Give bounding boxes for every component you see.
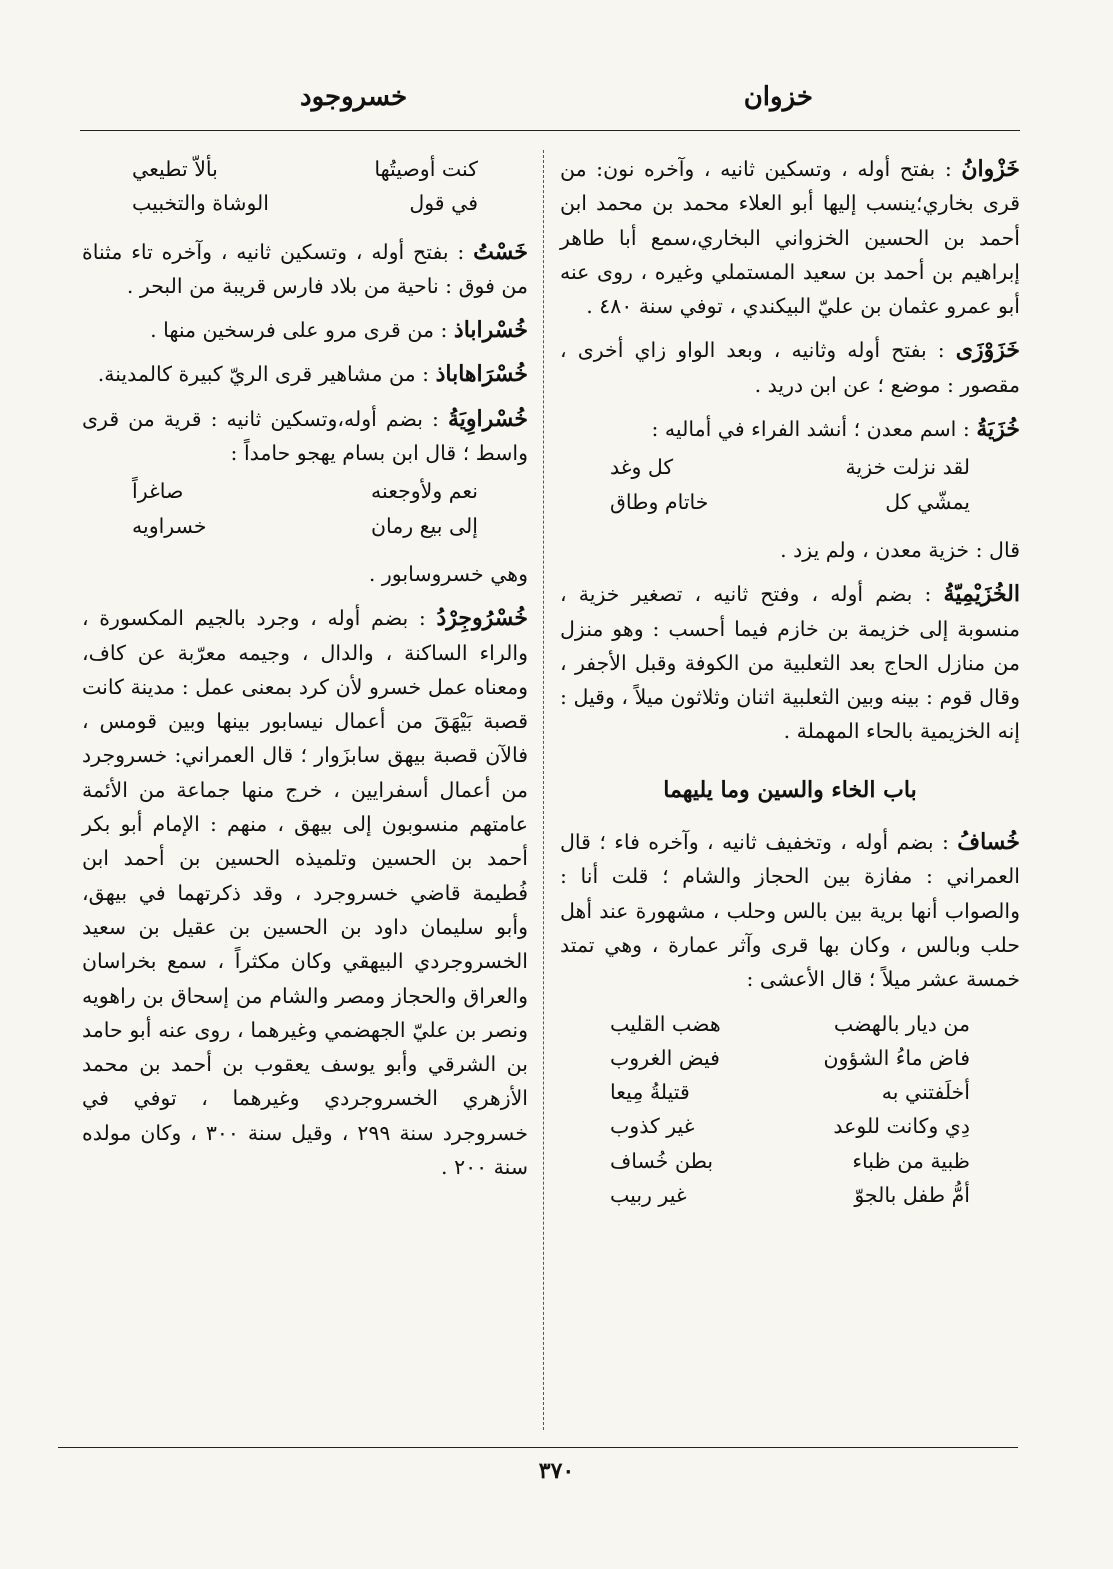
entry <box>560 577 1020 748</box>
headword: خُسافُ <box>957 829 1020 856</box>
headword: خُسْراباذ <box>453 317 528 344</box>
hemistich: فاض ماءُ الشؤون <box>823 1045 970 1070</box>
hemistich: في قول <box>409 191 478 216</box>
column-divider <box>543 150 544 1430</box>
headword: خَزَوْزَى <box>955 337 1020 364</box>
hemistich: بطن خُساف <box>610 1148 714 1173</box>
headword: خَسْتُ <box>473 238 528 265</box>
hemistich: إلى بيع رمان <box>370 513 478 538</box>
hemistich: ظبية من ظباء <box>852 1148 970 1173</box>
verse <box>112 152 498 186</box>
hemistich: نعم ولأوجعنه <box>371 479 478 504</box>
entry <box>82 601 528 1184</box>
hemistich: غير كذوب <box>610 1114 695 1139</box>
verse <box>590 1144 990 1178</box>
entry-continuation: قال : خزية معدن ، ولم يزد . <box>780 537 1020 562</box>
right-column <box>560 152 1020 1226</box>
verse <box>590 1007 990 1041</box>
hemistich: فيض الغروب <box>610 1045 720 1070</box>
headword: خُسْراوِيَةُ <box>447 405 528 432</box>
headword: خُسْرُوجِرْدُ <box>436 605 528 632</box>
verse <box>590 1178 990 1212</box>
verse <box>590 450 990 484</box>
poem <box>82 474 528 543</box>
hemistich: لقد نزلت خزية <box>845 455 970 480</box>
headword: الخُزَيْمِيّةُ <box>943 581 1020 608</box>
hemistich: صاغراً <box>132 479 184 504</box>
headword: خُسْرَاهاباذ <box>435 361 528 388</box>
entry-text: : من قرى مرو على فرسخين منها . <box>150 318 448 343</box>
hemistich: كنت أوصيتُها <box>374 157 478 181</box>
entry-text: : بفتح أوله ، وتسكين ثانيه ، وآخره نون: من قرى بخاري؛ينسب إليها أبو العلاء محمد بن محمد ابن أحمد بن الحسين الخزواني البخاري،سمع أبا طاهر إبراهيم بن أحمد بن سعيد المستملي وغيره ، روى عنه أبو عمرو عثمان بن عليّ البيكندي ، توفي سنة ٤٨٠ . <box>560 157 1020 319</box>
hemistich: الوشاة والتخبيب <box>132 191 269 216</box>
verse <box>112 509 498 543</box>
hemistich: دِي وكانت للوعد <box>833 1114 970 1139</box>
left-column <box>82 152 528 1194</box>
hemistich: بألاّ تطيعي <box>132 157 218 181</box>
hemistich: قتيلةُ مِيعا <box>610 1080 690 1105</box>
top-rule <box>80 130 1020 131</box>
entry-text: : بضم أوله ، وجرد بالجيم المكسورة ، والراء الساكنة ، والدال ، وجيمه معرّبة عن كاف، ومعناه عمل خسرو لأن كرد بمعنى عمل : مدينة كانت قصبة بَيْهَقَ من أعمال نيسابور بينها وبين قومس ، فالآن قصبة بيهق سابزَوار ؛ قال العمراني: خسروجرد من أعمال أسفرايين ، خرج منها جماعة من الأئمة عامتهم منسوبون إلى بيهق ، منهم : الإمام أبو بكر أحمد بن الحسين وتلميذه الحسين بن أحمد ابن فُطيمة قاضي خسروجرد ، وقد ذكرتهما في بيهق، وأبو سليمان داود بن الحسين بن عقيل بن سعيد الخسروجردي البيهقي وكان مكثراً ، سمع بخراسان والعراق والحجاز ومصر والشام من إسحاق بن راهويه ونصر بن عليّ الجهضمي وغيرهما ، روى عنه أبو حامد بن الشرقي وأبو يوسف يعقوب بن أحمد بن محمد الأزهري الخسروجردي وغيرهما ، توفي في خسروجرد سنة ٢٩٩ ، وقيل سنة ٣٠٠ ، وكان مولده سنة ٢٠٠ . <box>82 606 528 1180</box>
hemistich: من ديار بالهضب <box>833 1011 970 1036</box>
verse <box>112 186 498 220</box>
running-header-right: خزوان <box>743 82 813 112</box>
page-number: ٣٧٠ <box>538 1458 575 1484</box>
hemistich: كل وغد <box>610 455 674 480</box>
entry-text: : بضم أوله،وتسكين ثانيه : قرية من قرى واسط ؛ قال ابن بسام يهجو حامداً : <box>82 406 528 466</box>
poem <box>560 1007 1020 1213</box>
poem <box>82 152 528 221</box>
entry <box>82 357 528 391</box>
verse <box>590 485 990 519</box>
headword: خُزَيَةُ <box>976 416 1020 443</box>
entry-text: : بضم أوله ، وتخفيف ثانيه ، وآخره فاء ؛ قال العمراني : مفازة بين الحجاز والشام ؛ قلت أنا : والصواب أنها برية بين بالس وحلب ، مشهورة عند أهل حلب وبالس ، وكان بها قرى وآثر عمارة ، وهي تمتد خمسة عشر ميلاً ؛ قال الأعشى : <box>560 830 1020 992</box>
entry <box>82 235 528 304</box>
verse <box>590 1109 990 1143</box>
running-header-left: خسروجود <box>300 82 408 112</box>
poem <box>560 450 1020 519</box>
verse <box>590 1041 990 1075</box>
hemistich: خسراويه <box>132 513 207 538</box>
entry-text: : اسم معدن ؛ أنشد الفراء في أماليه : <box>651 417 970 442</box>
entry <box>560 333 1020 402</box>
section-title: باب الخاء والسين وما يليهما <box>663 776 917 803</box>
hemistich: خاتام وطاق <box>610 489 709 514</box>
entry-text: : من مشاهير قرى الريّ كبيرة كالمدينة. <box>97 362 430 387</box>
entry <box>560 825 1020 996</box>
entry-text: : بضم أوله ، وفتح ثانيه ، تصغير خزية ، منسوبة إلى خزيمة بن خازم فيما أحسب : وهو منزل من منازل الحاج بعد الثعلبية من الكوفة وقبل الأجفر ، وقال قوم : بينه وبين الثعلبية اثنان وثلاثون ميلاً ، وقيل : إنه الخزيمية بالحاء المهملة . <box>560 582 1020 744</box>
entry-text: : بفتح أوله وثانيه ، وبعد الواو زاي أخرى ، مقصور : موضع ؛ عن ابن دريد . <box>560 338 1020 397</box>
entry <box>82 402 528 471</box>
hemistich: أمُّ طفل بالجوّ <box>854 1183 970 1208</box>
entry <box>82 313 528 347</box>
entry-continuation: وهي خسروسابور . <box>368 561 528 586</box>
entry-text: : بفتح أوله ، وتسكين ثانيه ، وآخره تاء مثناة من فوق : ناحية من بلاد فارس قريبة من البحر . <box>82 239 528 298</box>
entry <box>560 152 1020 323</box>
bottom-rule <box>58 1447 1018 1448</box>
verse <box>590 1075 990 1109</box>
hemistich: غير ربيب <box>610 1183 687 1208</box>
hemistich: يمشّي كل <box>885 489 970 514</box>
hemistich: أخلَفتني به <box>881 1080 970 1105</box>
headword: خَزْوانُ <box>961 156 1020 182</box>
verse <box>112 474 498 508</box>
hemistich: هضب القليب <box>610 1011 721 1036</box>
entry <box>560 412 1020 446</box>
